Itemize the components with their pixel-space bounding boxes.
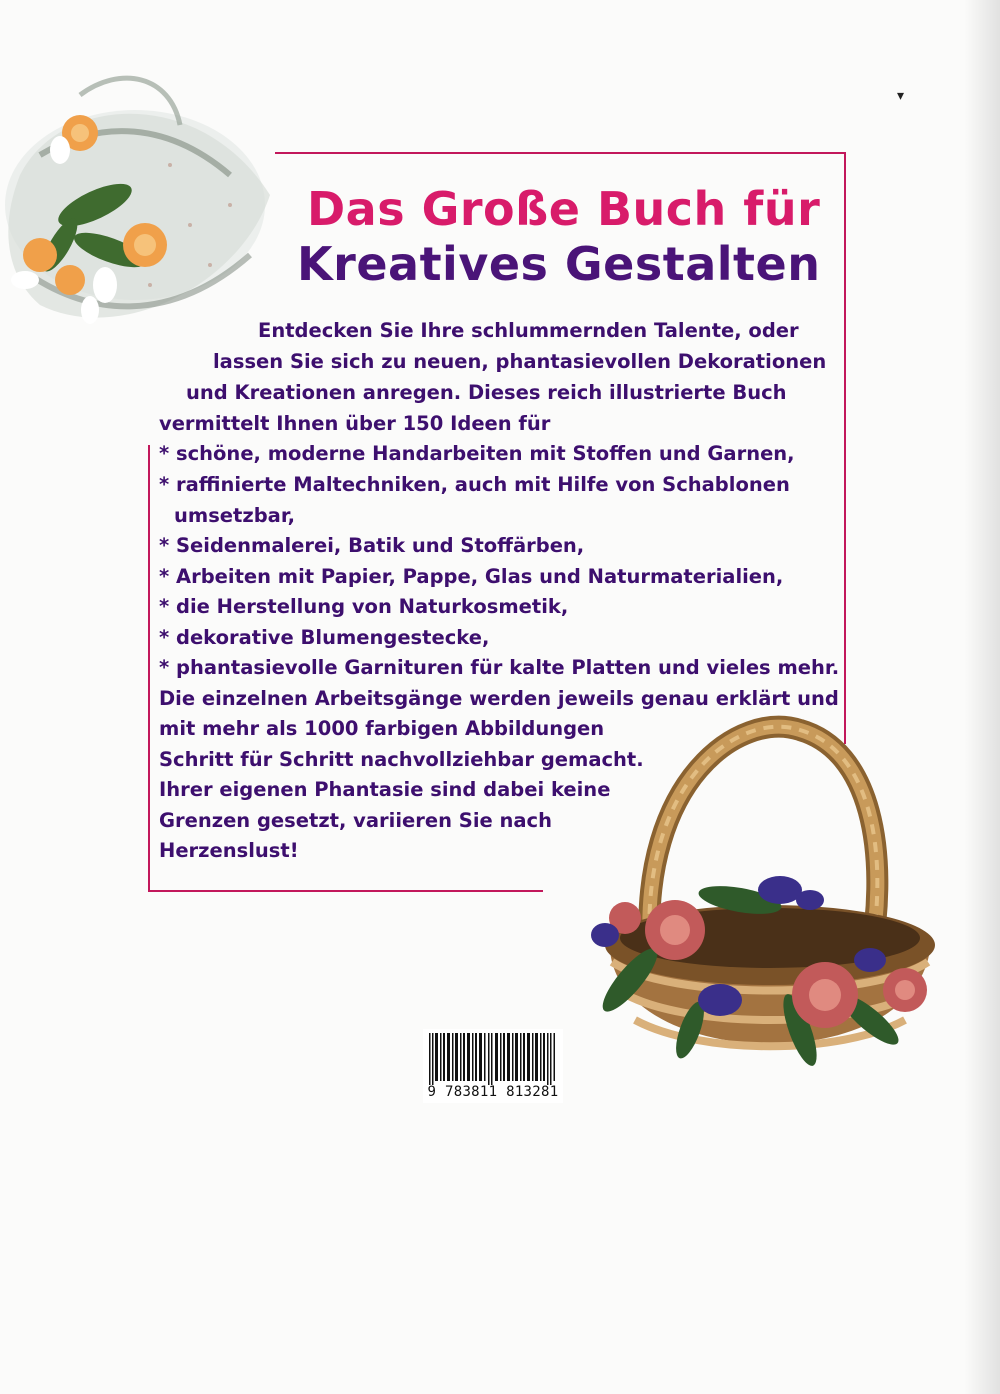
barcode (423, 1029, 563, 1103)
body-line: Schritt für Schritt nachvollziehbar gemacht. (159, 748, 644, 771)
body-line: Grenzen gesetzt, variieren Sie nach (159, 809, 552, 832)
body-line: * phantasievolle Garnituren für kalte Platten und vieles mehr. (159, 656, 840, 679)
body-line: * die Herstellung von Naturkosmetik, (159, 595, 569, 618)
body-line: umsetzbar, (174, 504, 295, 527)
title-line-1: Das Große Buch für (307, 182, 821, 236)
body-line: * Arbeiten mit Papier, Pappe, Glas und Naturmaterialien, (159, 565, 784, 588)
body-line: Herzenslust! (159, 839, 299, 862)
frame-top-line (275, 152, 846, 154)
body-line: * schöne, moderne Handarbeiten mit Stoffen und Garnen, (159, 442, 795, 465)
flower-bouquet-photo (0, 55, 285, 365)
dust-speck: ▾ (897, 88, 905, 104)
body-line: * dekorative Blumengestecke, (159, 626, 490, 649)
frame-left-line (148, 445, 150, 892)
body-line: Ihrer eigenen Phantasie sind dabei keine (159, 778, 611, 801)
flower-basket-photo (540, 700, 950, 1120)
body-line: vermittelt Ihnen über 150 Ideen für (159, 412, 551, 435)
body-line: lassen Sie sich zu neuen, phantasievollen Dekorationen (213, 350, 827, 373)
frame-bottom-line (148, 890, 543, 892)
body-line: Die einzelnen Arbeitsgänge werden jeweils genau erklärt und (159, 687, 839, 710)
body-line: Entdecken Sie Ihre schlummernden Talente, oder (258, 319, 799, 342)
barcode-bars (429, 1033, 557, 1085)
title-line-2: Kreatives Gestalten (297, 237, 821, 291)
body-line: mit mehr als 1000 farbigen Abbildungen (159, 717, 605, 740)
body-line: * Seidenmalerei, Batik und Stoffärben, (159, 534, 585, 557)
body-line: und Kreationen anregen. Dieses reich illustrierte Buch (186, 381, 787, 404)
barcode-number: 9 783811 813281 (427, 1084, 559, 1100)
body-line: * raffinierte Maltechniken, auch mit Hilfe von Schablonen (159, 473, 790, 496)
